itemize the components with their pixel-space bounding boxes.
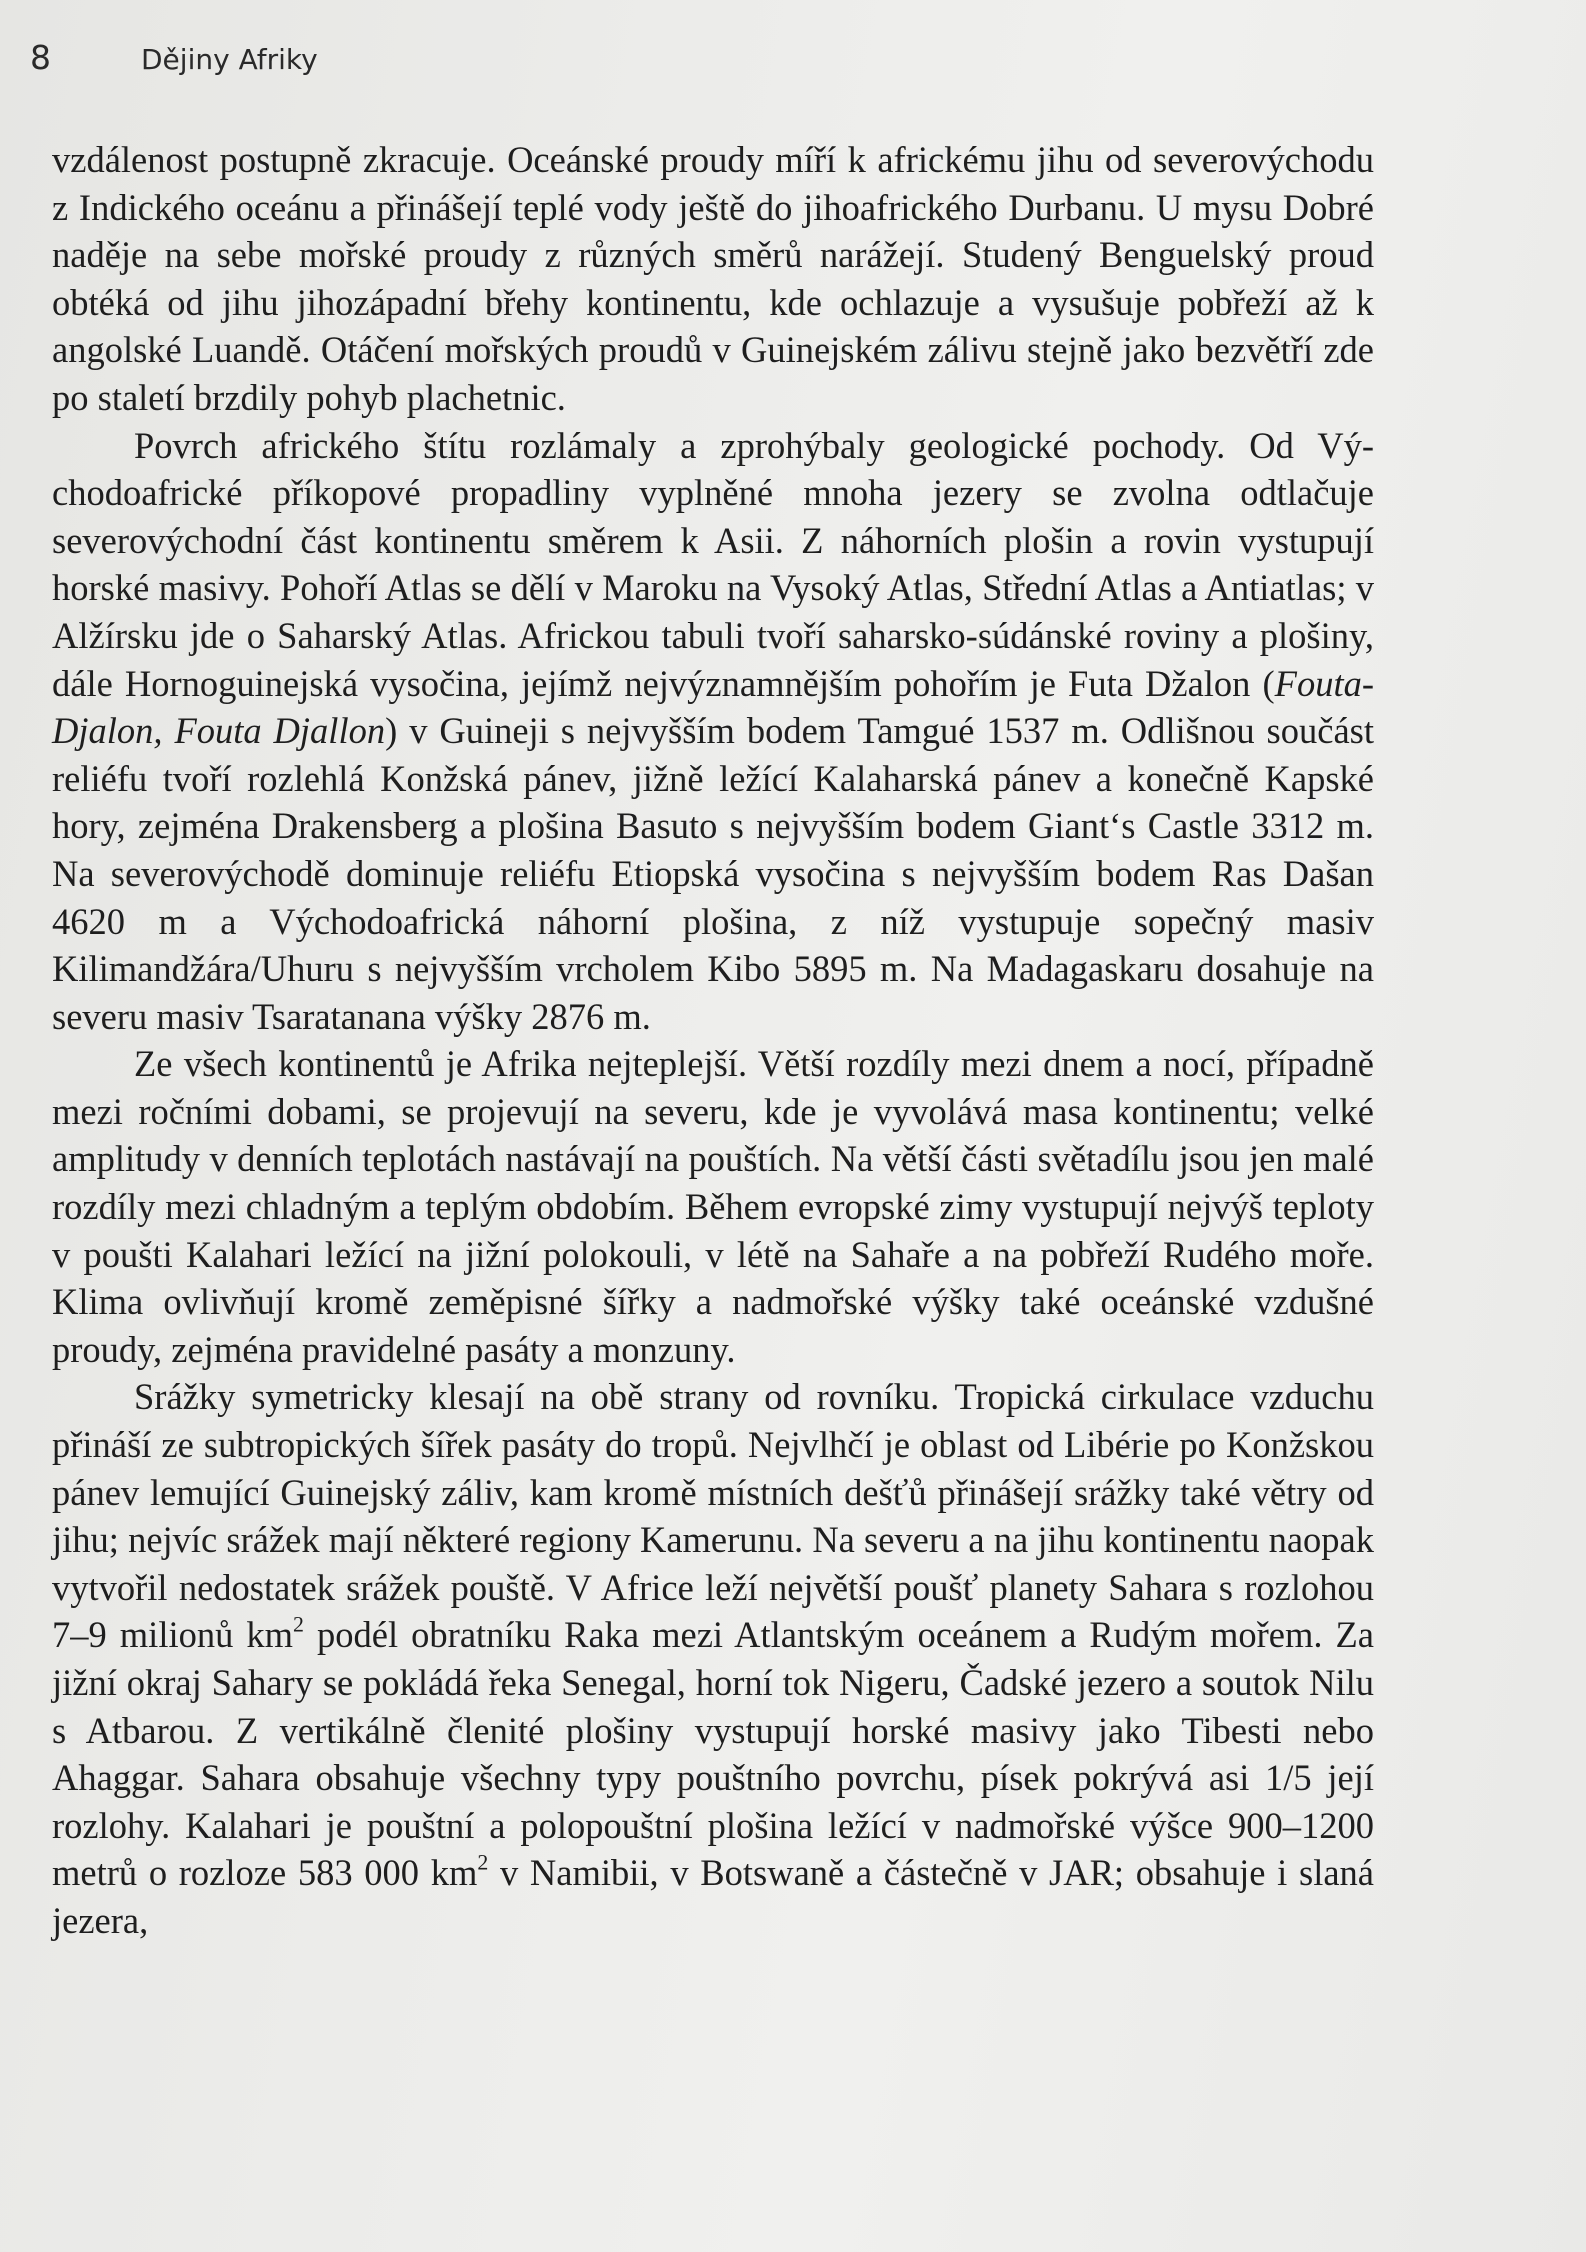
paragraph-text: Ze všech kontinentů je Afrika nejteplejší. Větší rozdíly mezi dnem a nocí, případně mezi ročními dobami, se projevují na severu, kde je vyvolává masa kontinentu; velké amplitudy v denních teplotách nastávají na pouštích. Na větší části světadílu jsou jen malé rozdíly mezi chladným a teplým obdobím. Během evropské zimy vystupují nejvýš teploty v poušti Kalahari ležící na jižní polokouli, v létě na Sahaře a na pobřeží Rudého moře. Klima ovlivňují kromě zeměpisné šířky a nadmořské výšky také oceánské vzdušné proudy, zejména pravidelné pasáty a monzuny. xyxy=(52,1043,1374,1370)
paragraph-climate xyxy=(52,1040,1374,1373)
alt-names-italic: Fouta-Djalon, Fouta Djallon xyxy=(52,662,1374,752)
page-number: 8 xyxy=(30,38,51,77)
body-text xyxy=(52,136,1374,1945)
running-head xyxy=(30,38,318,88)
paragraph-text: Povrch afrického štítu rozlámaly a zprohýbaly geologické pochody. Od Východoafrické příkopové propadliny vyplněné mnoha jezery se zvolna odtlačuje severovýchodní část kontinentu směrem k Asii. Z náhorních plošin a rovin vystupují horské masivy. Pohoří Atlas se dělí v Maroku na Vysoký Atlas, Střední Atlas a Antiatlas; v Alžírsku jde o Saharský Atlas. Africkou tabuli tvoří saharsko-súdánské roviny a plošiny, dále Hornoguinejská vysočina, jejímž nejvýznamnějším pohořím je Futa Džalon xyxy=(52,424,1374,704)
paragraph-ocean-currents xyxy=(52,136,1374,422)
paragraph-text: Srážky symetricky klesají na obě strany od rovníku. Tropická cirkulace vzduchu přináší ze subtropických šířek pasáty do tropů. Nejvlhčí je oblast od Libérie po Konžskou pánev lemující Guinejský záliv, kam kromě místních dešťů přinášejí srážky také větry od jihu; nejvíc srážek mají některé regiony Kamerunu. Na severu a na jihu kontinentu naopak vytvořil nedostatek srážek pouště. V Africe leží největší poušť planety Sahara s rozlohou 7–9 milionů km xyxy=(52,1376,1374,1656)
superscript-2: 2 xyxy=(293,1612,304,1638)
paragraph-text: v Guineji s nejvyšším bodem Tamgué 1537 m. Odlišnou součást reliéfu tvoří rozlehlá Konžská pánev, jižně ležící Kalaharská pánev a konečně Kapské hory, zejména Drakensberg a plošina Basuto s nejvyšším bodem Giant‘s Castle 3312 m. Na severovýchodě dominuje reliéfu Etiopská vysočina s nejvyšším bodem Ras Dašan 4620 m a Východoafrická náhorní plošina, z níž vystupuje sopečný masiv Kilimandžára/Uhuru s nejvyšším vrcholem Kibo 5895 m. Na Madagaskaru dosahuje na severu masiv Tsaratanana výšky 2876 m. xyxy=(52,710,1375,1037)
paragraph-precipitation xyxy=(52,1373,1374,1944)
paragraph-text: podél obratníku Raka mezi Atlantským oceánem a Rudým mořem. Za jižní okraj Sahary se pokládá řeka Senegal, horní tok Nigeru, Čadské jezero a soutok Nilu s Atbarou. Z vertikálně členité plošiny vystupují horské masivy jako Tibesti nebo Ahaggar. Sahara obsahuje všechny typy pouštního povrchu, písek pokrývá asi 1/5 její rozlohy. Kalahari je pouštní a polopouštní plošina ležící v nadmořské výšce 900–1200 metrů o rozloze 583 000 km xyxy=(52,1614,1375,1894)
paragraph-relief: Povrch afrického štítu rozlámaly a zprohýbaly geologické pochody. Od Východoafrické příkopové propadliny vyplněné mnoha jezery se zvolna odtlačuje severovýchodní část kontinentu směrem k Asii. Z náhorních plošin a rovin vystupují horské masivy. Pohoří Atlas se dělí v Maroku na Vysoký Atlas, Střední Atlas a Antiatlas; v Alžírsku jde o Saharský Atlas. Africkou tabuli tvoří saharsko-súdánské roviny a plošiny, dále Hornoguinejská vysočina, jejímž nejvýznamnějším pohořím je Futa Džalon (Fouta-Djalon, Fouta Djallon) v Guineji s nejvyšším bodem Tamgué 1537 m. Odlišnou součást reliéfu tvoří rozlehlá Konžská pánev, jižně ležící Kalaharská pánev a konečně Kapské hory, zejména Drakensberg a plošina Basuto s nejvyšším bodem Giant‘s Castle 3312 m. Na severovýchodě dominuje reliéfu Etiopská vysočina s nejvyšším bodem Ras Dašan 4620 m a Východoafrická náhorní plošina, z níž vystupuje sopečný masiv Kilimandžára/Uhuru s nejvyšším vrcholem Kibo 5895 m. Na Madagaskaru dosahuje na severu masiv Tsaratanana výšky 2876 m. xyxy=(52,424,1375,1037)
superscript-2: 2 xyxy=(477,1850,489,1876)
book-title: Dějiny Afriky xyxy=(141,43,318,76)
paragraph-text: v Namibii, v Botswaně a částečně v JAR; obsahuje i slaná jezera, xyxy=(52,1852,1374,1941)
paragraph-text: vzdálenost postupně zkracuje. Oceánské proudy míří k africkému jihu od severovýchodu z Indického oceánu a přinášejí teplé vody ještě do jihoafrického Durbanu. U mysu Dobré naděje na sebe mořské proudy z různých směrů narážejí. Studený Benguelský proud obtéká od jihu jihozápadní břehy kontinentu, kde ochlazuje a vysušuje pobřeží až k angolské Luandě. Otáčení mořských proudů v Guinejském zálivu stejně jako bezvětří zde po staletí brzdily pohyb plachetnic. xyxy=(52,139,1374,418)
